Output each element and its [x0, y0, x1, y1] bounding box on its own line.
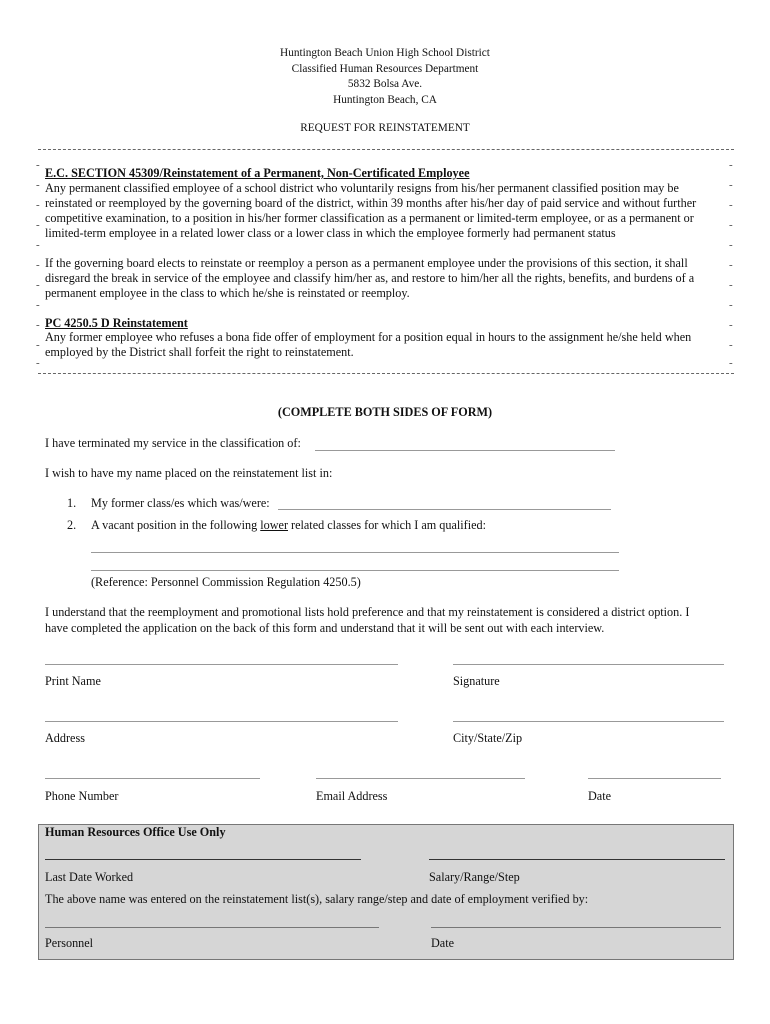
email-field[interactable]: [316, 778, 525, 779]
text-line: disregard the break in service of the employee and classify him/her as, and restore to him/her all the rights, benefits, and burdens of a: [45, 271, 695, 285]
office-date-label: Date: [431, 936, 455, 950]
lower-class-field-2[interactable]: [91, 570, 619, 571]
phone-label: Phone Number: [45, 789, 119, 803]
former-class-field[interactable]: [278, 509, 611, 510]
print-name-field[interactable]: [45, 664, 398, 665]
lower-class-field-1[interactable]: [91, 552, 619, 553]
section-ec-paragraph-1: [45, 181, 725, 241]
last-date-worked-field[interactable]: [45, 859, 361, 860]
section-pc-heading: PC 4250.5 D Reinstatement: [45, 316, 188, 330]
address-field[interactable]: [45, 721, 398, 722]
city-state-zip-label: City/State/Zip: [453, 731, 523, 745]
department-name: Classified Human Resources Department: [291, 63, 479, 75]
reinstatement-list-label: I wish to have my name placed on the reinstatement list in:: [45, 466, 333, 480]
city-state-zip-field[interactable]: [453, 721, 724, 722]
text-line: limited-term employee in a related lower class or a lower class in which the employee formerly had permanent status: [45, 226, 616, 240]
terminated-classification-label: I have terminated my service in the classification of:: [45, 436, 301, 450]
text-line: have completed the application on the back of this form and understand that it will be sent out with each interview.: [45, 620, 605, 635]
dashed-border-top: [38, 149, 734, 150]
text-line: Any former employee who refuses a bona fide offer of employment for a position equal in hours to the assignment he/she held when: [45, 330, 692, 344]
section-pc-paragraph: [45, 330, 725, 360]
understand-statement: [45, 605, 725, 636]
complete-both-sides-note: (COMPLETE BOTH SIDES OF FORM): [277, 405, 493, 419]
text-line: reinstated or reemployed by the governing board of the district, within 39 months after his/her day of paid service and without further: [45, 196, 697, 210]
street-address: 5832 Bolsa Ave.: [347, 78, 423, 90]
hr-office-title: Human Resources Office Use Only: [45, 825, 226, 839]
section-ec-paragraph-2: [45, 256, 725, 301]
phone-field[interactable]: [45, 778, 260, 779]
city-address: Huntington Beach, CA: [333, 94, 437, 106]
signature-label: Signature: [453, 674, 500, 688]
text-line: employed by the District shall forfeit the right to reinstatement.: [45, 345, 354, 359]
signature-field[interactable]: [453, 664, 724, 665]
email-label: Email Address: [316, 789, 388, 803]
form-title: REQUEST FOR REINSTATEMENT: [300, 122, 470, 134]
option-2-number: 2.: [67, 518, 77, 532]
personnel-field[interactable]: [45, 927, 379, 928]
option-2-underlined-word: lower: [260, 518, 288, 532]
option-2-label: [91, 518, 486, 533]
personnel-label: Personnel: [45, 936, 94, 950]
date-field[interactable]: [588, 778, 721, 779]
last-date-worked-label: Last Date Worked: [45, 870, 134, 884]
terminated-classification-field[interactable]: [315, 450, 615, 451]
print-name-label: Print Name: [45, 674, 101, 688]
reference-note: (Reference: Personnel Commission Regulation 4250.5): [91, 575, 361, 589]
option-1-number: 1.: [67, 496, 77, 510]
text-line: permanent employee in the class to which he/she is reinstated or reemploy.: [45, 286, 410, 300]
text-line: If the governing board elects to reinstate or reemploy a person as a permanent employee under the provisions of this section, it shall: [45, 256, 688, 270]
section-ec-heading: E.C. SECTION 45309/Reinstatement of a Permanent, Non-Certificated Employee: [45, 166, 470, 180]
text-line: Any permanent classified employee of a school district who voluntarily resigns from his/her permanent classified position may be: [45, 181, 679, 195]
office-date-field[interactable]: [431, 927, 721, 928]
option-2-text-after: related classes for which I am qualified:: [288, 518, 486, 532]
salary-range-step-label: Salary/Range/Step: [429, 870, 520, 884]
date-label: Date: [588, 789, 612, 803]
option-2-text-before: A vacant position in the following: [91, 518, 261, 532]
address-label: Address: [45, 731, 85, 745]
district-name: Huntington Beach Union High School District: [280, 47, 490, 59]
dashed-border-bottom: [38, 373, 734, 374]
text-line: I understand that the reemployment and promotional lists hold preference and that my reinstatement is considered a district option. I: [45, 605, 690, 619]
text-line: competitive examination, to a position in his/her former classification as a permanent or limited-term employee, or as a permanent or: [45, 211, 694, 225]
salary-range-step-field[interactable]: [429, 859, 725, 860]
verified-statement: The above name was entered on the reinstatement list(s), salary range/step and date of employment verified by:: [45, 892, 589, 906]
option-1-label: My former class/es which was/were:: [91, 496, 270, 510]
